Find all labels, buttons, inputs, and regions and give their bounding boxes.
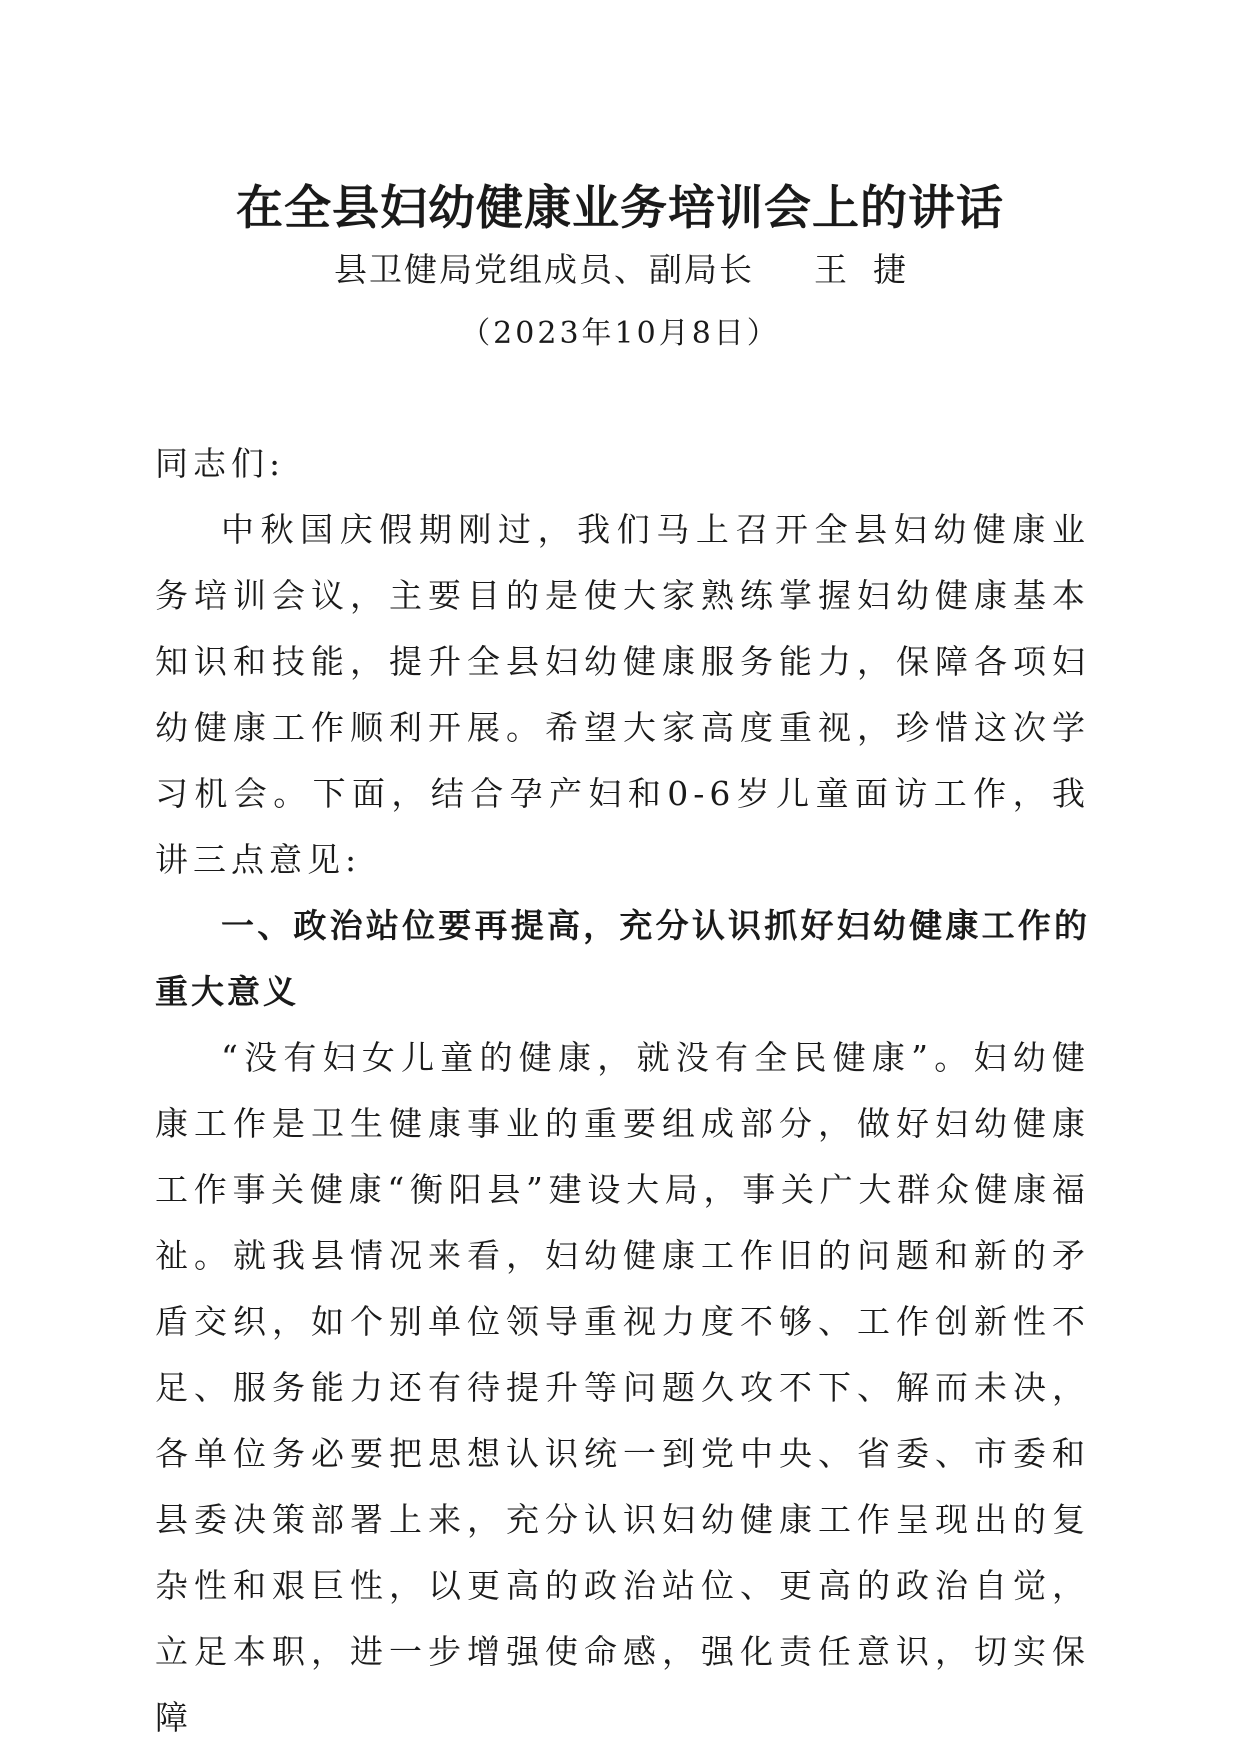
document-title: 在全县妇幼健康业务培训会上的讲话 xyxy=(236,181,1004,236)
section-1-heading: 一、政治站位要再提高，充分认识抓好妇幼健康工作的重大意义 xyxy=(155,906,1090,1011)
speaker-byline xyxy=(0,240,1240,300)
salutation: 同志们: xyxy=(155,444,286,483)
speaker-position: 县卫健局党组成员、副局长 xyxy=(334,250,754,289)
intro-paragraph: 中秋国庆假期刚过，我们马上召开全县妇幼健康业务培训会议，主要目的是使大家熟练掌握妇幼健康基本知识和技能，提升全县妇幼健康服务能力，保障各项妇幼健康工作顺利开展。希望大家高度重视，珍惜这次学习机会。下面，结合孕产妇和0-6岁儿童面访工作，我讲三点意见: xyxy=(155,510,1090,879)
document-body xyxy=(155,431,1090,1751)
speaker-name: 王捷 xyxy=(814,250,932,289)
speech-date: （2023年10月8日） xyxy=(460,316,780,351)
section-1-paragraph: “没有妇女儿童的健康，就没有全民健康”。妇幼健康工作是卫生健康事业的重要组成部分，做好妇幼健康工作事关健康“衡阳县”建设大局，事关广大群众健康福祉。就我县情况来看，妇幼健康工作旧的问题和新的矛盾交织，如个别单位领导重视力度不够、工作创新性不足、服务能力还有待提升等问题久攻不下、解而未决，各单位务必要把思想认识统一到党中央、省委、市委和县委决策部署上来，充分认识妇幼健康工作呈现出的复杂性和艰巨性，以更高的政治站位、更高的政治自觉，立足本职，进一步增强使命感，强化责任意识，切实保障 xyxy=(155,1038,1090,1737)
